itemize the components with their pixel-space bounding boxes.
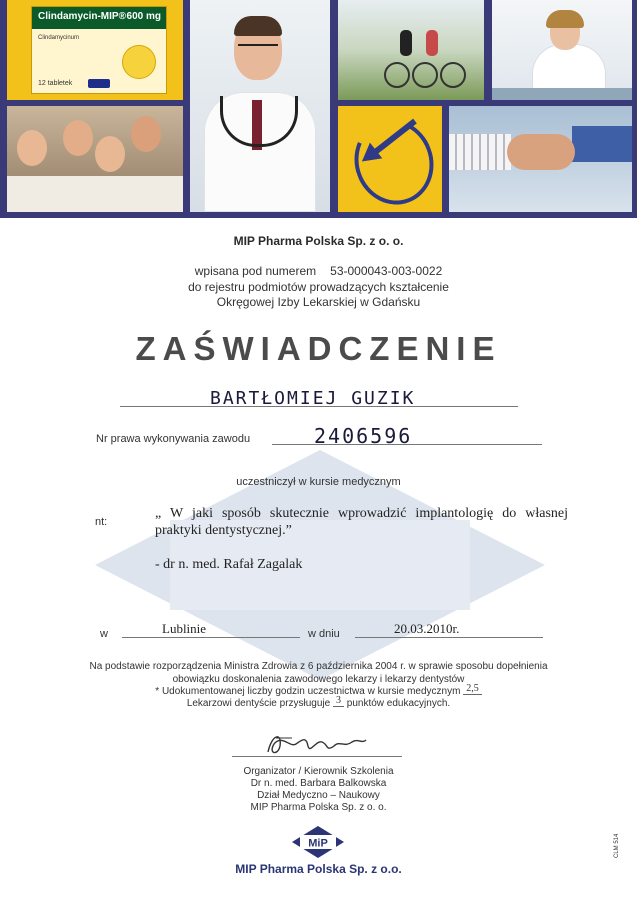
date-value: 20.03.2010r. xyxy=(394,621,460,636)
logo-text: MiP xyxy=(308,837,328,850)
product-dose: 600 mg xyxy=(126,11,161,22)
document-code: CLM 514 xyxy=(614,833,620,858)
arrow-circle-graphic xyxy=(338,106,442,212)
organizer-role: Organizator / Kierownik Szkolenia xyxy=(243,766,394,777)
certificate-title: ZAŚWIADCZENIE xyxy=(135,330,502,367)
course-title: „ W jaki sposób skutecznie wprowadzić implantologię do własnej praktyki dentystycznej.” xyxy=(155,506,568,538)
points-label: Lekarzowi dentyście przysługuje xyxy=(186,698,331,709)
registration-prefix: wpisana pod numerem xyxy=(194,264,317,278)
regulation-line-2: obowiązku doskonalenia zawodowego lekarzy i lekarzy dentystów xyxy=(172,674,465,685)
product-name: Clindamycin-MIP® xyxy=(38,11,126,22)
product-box-photo xyxy=(7,0,183,100)
date-label: w dniu xyxy=(308,628,340,640)
registration-number: 53-000043-003-0022 xyxy=(330,264,443,278)
circle-arrow-icon xyxy=(343,108,442,212)
doctor-photo xyxy=(190,0,330,212)
registration-line-1 xyxy=(0,264,637,278)
place-value: Lublinie xyxy=(162,621,207,636)
hours-label: * Udokumentowanej liczby godzin uczestnictwa w kursie medycznym xyxy=(155,686,461,697)
license-label: Nr prawa wykonywania zawodu xyxy=(96,433,251,445)
organizer-department: Dział Medyczno – Naukowy xyxy=(257,790,380,801)
place-underline xyxy=(122,637,300,638)
organizer-name: Dr n. med. Barbara Balkowska xyxy=(250,778,387,789)
product-logo-icon xyxy=(88,79,110,88)
hours-value: 2,5 xyxy=(463,683,482,695)
license-number: 2406596 xyxy=(314,424,413,448)
regulation-hours-line xyxy=(0,683,637,697)
organizer-company: MIP Pharma Polska Sp. z o. o. xyxy=(250,802,387,813)
handshake-icon xyxy=(507,134,575,170)
regulation-points-line xyxy=(0,695,637,709)
points-suffix: punktów edukacyjnych. xyxy=(346,698,451,709)
lecturer-name: - dr n. med. Rafał Zagalak xyxy=(155,557,303,572)
family-group-photo xyxy=(7,106,183,212)
place-label: w xyxy=(100,628,108,640)
participant-name: BARTŁOMIEJ GUZIK xyxy=(210,388,416,409)
product-badge xyxy=(122,45,156,79)
handshake-photo xyxy=(449,106,632,212)
registration-line-3: Okręgowej Izby Lekarskiej w Gdańsku xyxy=(216,295,421,309)
name-underline xyxy=(120,406,518,407)
lab-technician-photo xyxy=(492,0,632,100)
mip-logo-icon xyxy=(292,826,344,858)
participation-text: uczestniczył w kursie medycznym xyxy=(236,476,401,488)
registration-line-2: do rejestru podmiotów prowadzących kształcenie xyxy=(188,280,449,294)
product-quantity: 12 tabletek xyxy=(38,80,73,87)
license-underline xyxy=(272,444,542,445)
topic-label: nt: xyxy=(95,516,108,528)
regulation-line-1: Na podstawie rozporządzenia Ministra Zdrowia z 6 października 2004 r. w sprawie sposobu dopełnienia xyxy=(89,661,548,672)
issuer-company: MIP Pharma Polska Sp. z o. o. xyxy=(233,234,404,248)
cyclists-photo xyxy=(338,0,484,100)
signature-line xyxy=(232,756,402,757)
date-underline xyxy=(355,637,543,638)
medicine-box xyxy=(31,6,167,94)
handwritten-signature xyxy=(262,726,372,760)
footer-company: MIP Pharma Polska Sp. z o.o. xyxy=(235,862,402,876)
header-photo-collage xyxy=(0,0,637,218)
points-value: 3 xyxy=(333,695,344,707)
product-substance: Clindamycinum xyxy=(38,35,80,41)
